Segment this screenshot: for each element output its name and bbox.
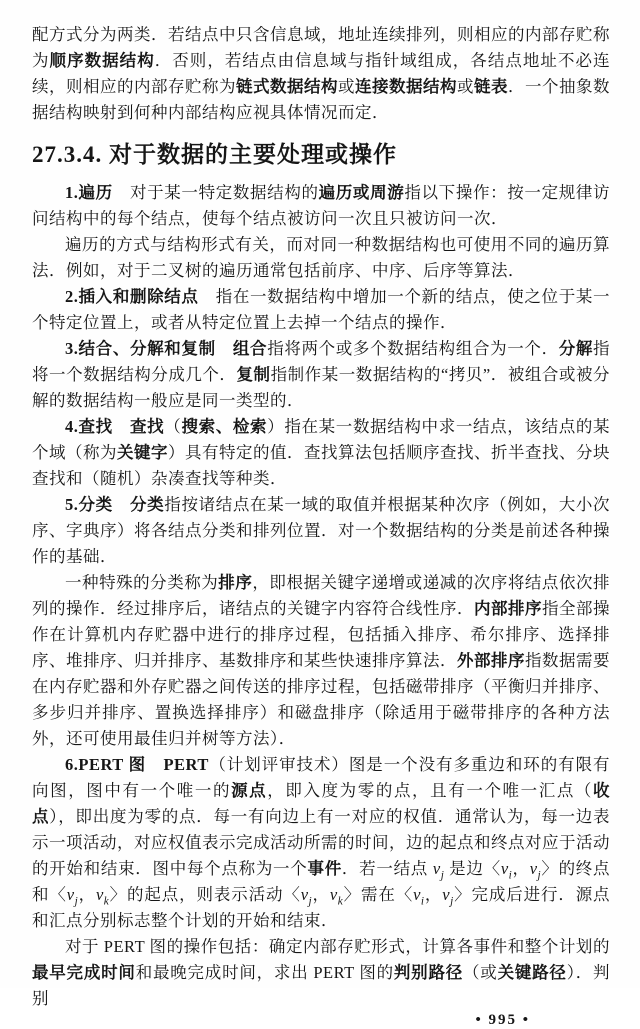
text-segment: v <box>413 885 421 904</box>
text-segment: ），即出度为零的点．每一有向边上有一对应的权值．通常认为，每一边表示一项活动，对应权值表示完成活动所需的时间，边的起点和终点对应于活动的开始和结束．图中每个点称为一个 <box>32 807 610 878</box>
text-segment <box>216 339 233 358</box>
intro-paragraph <box>32 22 610 126</box>
text-segment: ．一个抽象数据结构映射到何种内部结构应视具体情况而定． <box>32 77 610 122</box>
text-segment: ， <box>424 885 443 904</box>
text-segment: v <box>300 885 309 904</box>
text-segment: ，即根据关键字递增或递减的次序将结点依次排列的操作．经过排序后，诸结点的关键字内容符合线性序． <box>32 573 611 618</box>
text-segment: 〉完成后进行．源点和汇点分别标志整个计划的开始和结束． <box>32 885 611 930</box>
text-segment: 〉的终点和〈 <box>32 859 611 904</box>
paragraph <box>32 492 610 570</box>
text-segment: v <box>95 885 104 904</box>
text-segment: 关键路径 <box>497 963 567 982</box>
text-segment <box>113 495 130 514</box>
text-segment: 指将两个或多个数据结构组合为一个． <box>267 339 559 358</box>
text-segment: ， <box>312 885 330 904</box>
text-segment: 指制作某一数据结构的“拷贝”．被组合或被分解的数据结构一般应是同一类型的． <box>32 365 611 410</box>
text-segment: 事件 <box>307 859 342 878</box>
paragraph <box>32 752 610 934</box>
text-segment: ）指在某一数据结构中求一结点，该结点的某个域（称为 <box>32 417 611 462</box>
text-segment: v <box>66 885 75 904</box>
text-segment: 分类 <box>129 495 165 514</box>
text-segment: v <box>529 859 538 878</box>
paragraph <box>32 414 610 492</box>
text-segment: 源点 <box>231 781 268 800</box>
text-segment: （或 <box>463 963 498 982</box>
text-segment: 连接数据结构 <box>355 77 457 96</box>
text-segment: （ <box>164 417 182 436</box>
text-segment: k <box>337 895 344 908</box>
text-segment: 一种特殊的分类称为 <box>65 573 219 592</box>
text-segment <box>146 755 163 774</box>
text-segment: i <box>420 895 425 908</box>
text-segment: 内部排序 <box>474 599 542 618</box>
text-segment: 是边〈 <box>444 859 501 878</box>
text-segment: 最早完成时间 <box>32 963 136 982</box>
text-segment: 对于某一特定数据结构的 <box>112 183 319 202</box>
text-segment: 指全部操作在计算机内存贮器中进行的排序过程，包括插入排序、希尔排序、选择排序、堆排序、归并排序、基数排序和某些快速排序算法． <box>32 599 610 670</box>
paragraph <box>32 284 610 336</box>
text-segment: j <box>74 895 79 908</box>
text-segment: 指数据需要在内存贮器和外存贮器之间传送的排序过程，包括磁带排序（平衡归并排序、多步归并排序、置换选择排序）和磁盘排序（除适用于磁带排序的各种方法外，还可使用最佳归并树等方法）． <box>32 651 610 748</box>
text-segment: 指以下操作：按一定规律访问结构中的每个结点，使每个结点被访问一次且只被访问一次． <box>32 183 611 228</box>
text-segment: j <box>440 869 445 882</box>
paragraph <box>32 232 610 284</box>
text-segment: 对于 PERT 图的操作包括：确定内部存贮形式，计算各事件和整个计划的 <box>65 937 610 956</box>
text-segment: 顺序数据结构 <box>49 51 155 70</box>
text-segment: 1.遍历 <box>65 183 113 202</box>
section-heading: 27.3.4. 对于数据的主要处理或操作 <box>32 142 397 167</box>
text-segment: 收点 <box>32 781 611 826</box>
text-segment: ）．判别 <box>32 963 611 1008</box>
text-segment: 2.插入和删除结点 <box>65 287 199 306</box>
text-segment: 4.查找 <box>65 417 113 436</box>
text-segment: 或 <box>338 77 355 96</box>
paragraphs <box>32 180 610 1012</box>
text-segment: 查找 <box>129 417 165 436</box>
text-segment: 指按诸结点在某一域的取值并根据某种次序（例如，大小次序、字典序）将各结点分类和排列位置．对一个数据结构的分类是前述各种操作的基础． <box>32 495 611 566</box>
text-segment: 链表 <box>474 77 508 96</box>
text-segment: 搜索、检索 <box>181 417 268 436</box>
text-segment: 〉需在〈 <box>343 885 414 904</box>
text-segment: v <box>329 885 338 904</box>
text-segment: v <box>500 859 509 878</box>
paragraph <box>32 180 610 232</box>
text-segment: 或 <box>457 77 474 96</box>
text-segment: 遍历的方式与结构形式有关，而对同一种数据结构也可使用不同的遍历算法．例如，对于二叉树的遍历通常包括前序、中序、后序等算法． <box>32 235 610 280</box>
text-segment: v <box>442 885 451 904</box>
paragraph <box>32 336 610 414</box>
text-segment: ）具有特定的值．查找算法包括顺序查找、折半查找、分块查找和（随机）杂凑查找等种类． <box>32 443 610 488</box>
text-segment: 分解 <box>558 339 594 358</box>
text-segment: ．否则，若结点由信息域与指针域组成，各结点地址不必连续，则相应的内部存贮称为 <box>32 51 610 96</box>
text-segment: 6.PERT 图 <box>65 755 147 774</box>
paragraph <box>32 934 610 1012</box>
text-segment: 配方式分为两类．若结点中只含信息域，地址连续排列，则相应的内部存贮称为 <box>32 25 610 70</box>
text-segment: PERT <box>163 755 209 774</box>
text-segment: 外部排序 <box>457 651 525 670</box>
text-segment: 复制 <box>236 365 271 384</box>
text-segment: 排序 <box>218 573 253 592</box>
page-number: • 995 • <box>475 1012 530 1028</box>
paragraph <box>32 570 610 752</box>
text-segment: 指在一数据结构中增加一个新的结点，使之位于某一个特定位置上，或者从特定位置上去掉一个结点的操作． <box>32 287 611 332</box>
text-segment: 5.分类 <box>65 495 113 514</box>
text-segment: i <box>508 869 513 882</box>
text-segment: 遍历或周游 <box>318 183 405 202</box>
text-segment: ， <box>512 859 530 878</box>
text-segment: j <box>537 869 542 882</box>
text-segment <box>113 417 130 436</box>
text-segment: 〉的起点，则表示活动〈 <box>109 885 301 904</box>
text-segment: k <box>103 895 110 908</box>
text-segment: j <box>308 895 313 908</box>
text-segment: ， <box>78 885 96 904</box>
text-segment: （计划评审技术）图是一个没有多重边和环的有限有向图，图中有一个唯一的 <box>32 755 611 800</box>
text-segment: j <box>450 895 454 908</box>
text-segment: 组合 <box>232 339 268 358</box>
text-segment: ．若一结点 <box>341 859 433 878</box>
text-segment: 链式数据结构 <box>236 77 338 96</box>
text-segment: 3.结合、分解和复制 <box>65 339 216 358</box>
text-segment: v <box>432 859 441 878</box>
text-segment: 指将一个数据结构分成几个． <box>32 339 611 384</box>
text-segment: 和最晚完成时间，求出 PERT 图的 <box>135 963 394 982</box>
text-segment: ，即入度为零的点，且有一个唯一汇点（ <box>267 781 594 800</box>
text-segment: 判别路径 <box>393 963 464 982</box>
text-segment: 关键字 <box>117 443 168 462</box>
